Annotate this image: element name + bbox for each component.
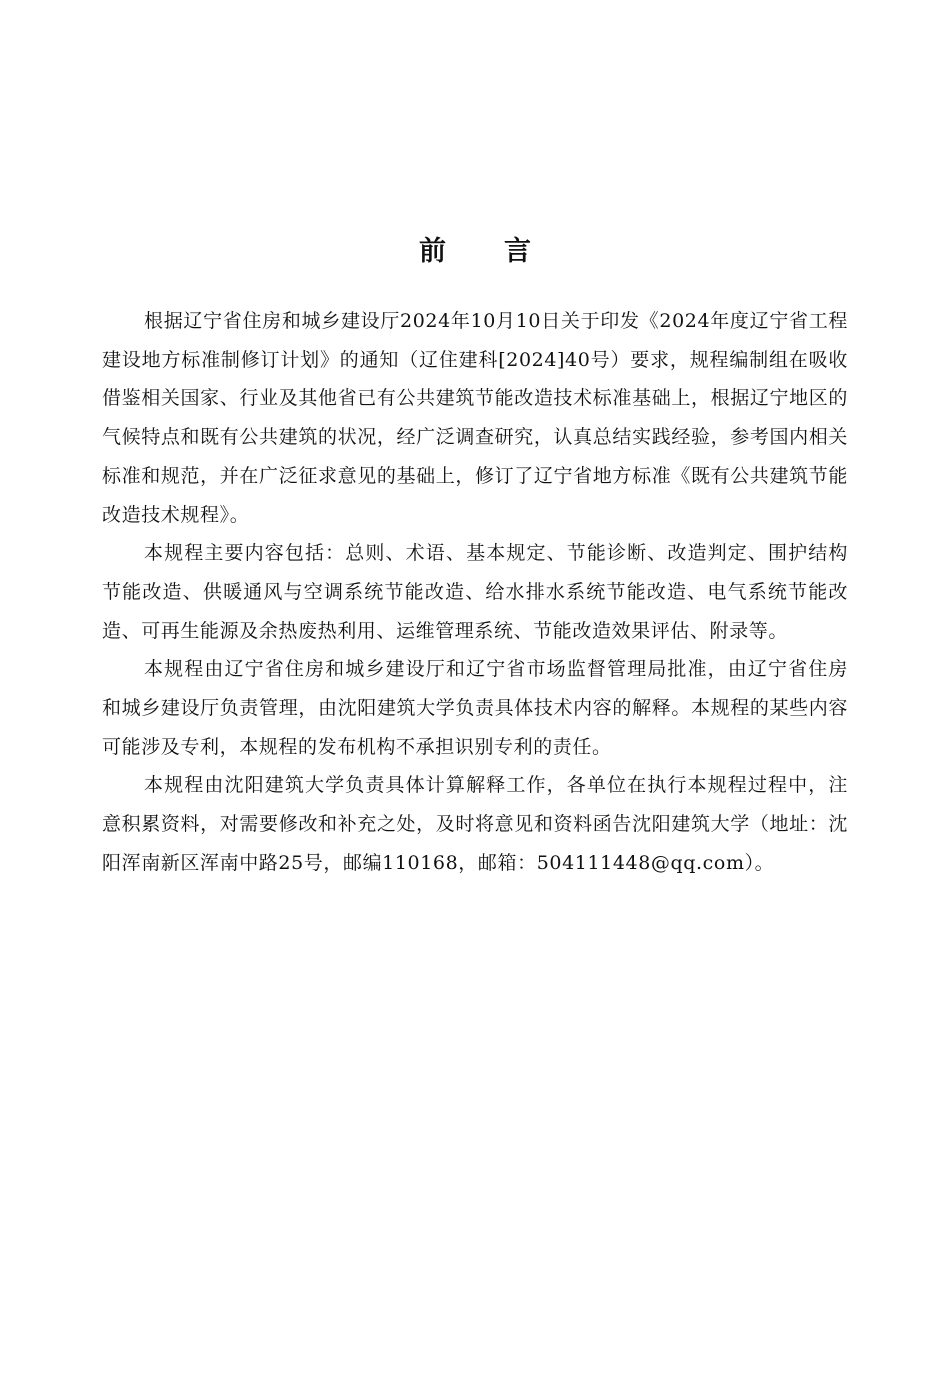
paragraph-contact: 本规程由沈阳建筑大学负责具体计算解释工作，各单位在执行本规程过程中，注意积累资料，对需要修改和补充之处，及时将意见和资料函告沈阳建筑大学（地址：沈阳浑南新区浑南中路25号，邮编110168，邮箱：504111448@qq.com）。	[102, 774, 848, 874]
paragraph-contents: 本规程主要内容包括：总则、术语、基本规定、节能诊断、改造判定、围护结构节能改造、供暖通风与空调系统节能改造、给水排水系统节能改造、电气系统节能改造、可再生能源及余热废热利用、运维管理系统、节能改造效果评估、附录等。	[102, 542, 848, 642]
paragraph-approval: 本规程由辽宁省住房和城乡建设厅和辽宁省市场监督管理局批准，由辽宁省住房和城乡建设厅负责管理，由沈阳建筑大学负责具体技术内容的解释。本规程的某些内容可能涉及专利，本规程的发布机构不承担识别专利的责任。	[102, 658, 848, 758]
page-title: 前言	[419, 236, 589, 267]
preface-body	[102, 302, 848, 883]
paragraph-basis: 根据辽宁省住房和城乡建设厅2024年10月10日关于印发《2024年度辽宁省工程建设地方标准制修订计划》的通知（辽住建科[2024]40号）要求，规程编制组在吸收借鉴相关国家、行业及其他省已有公共建筑节能改造技术标准基础上，根据辽宁地区的气候特点和既有公共建筑的状况，经广泛调查研究，认真总结实践经验，参考国内相关标准和规范，并在广泛征求意见的基础上，修订了辽宁省地方标准《既有公共建筑节能改造技术规程》。	[102, 310, 848, 526]
